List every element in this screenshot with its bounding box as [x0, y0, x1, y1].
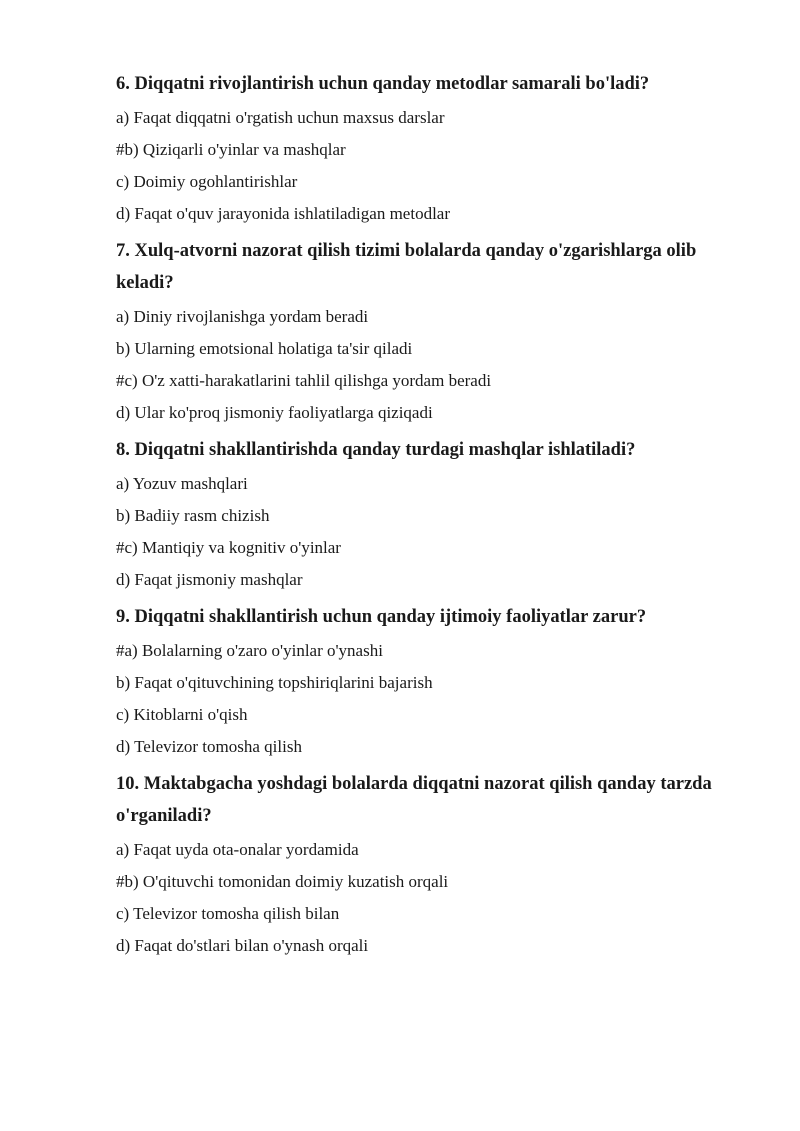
option-b: b) Ularning emotsional holatiga ta'sir qiladi	[116, 339, 413, 358]
option-b: #b) Qiziqarli o'yinlar va mashqlar	[116, 140, 346, 159]
option-c: c) Doimiy ogohlantirishlar	[116, 172, 298, 191]
option-a: a) Faqat uyda ota-onalar yordamida	[116, 840, 359, 859]
question-8	[116, 434, 736, 591]
option-d: d) Faqat jismoniy mashqlar	[116, 570, 303, 589]
question-10	[116, 768, 736, 957]
option-c: c) Televizor tomosha qilish bilan	[116, 904, 340, 923]
option-d: d) Faqat do'stlari bilan o'ynash orqali	[116, 936, 369, 955]
option-d: d) Ular ko'proq jismoniy faoliyatlarga qiziqadi	[116, 403, 433, 422]
option-a: a) Faqat diqqatni o'rgatish uchun maxsus darslar	[116, 108, 445, 127]
option-c: #c) Mantiqiy va kognitiv o'yinlar	[116, 538, 341, 557]
option-d: d) Faqat o'quv jarayonida ishlatiladigan metodlar	[116, 204, 450, 223]
option-b: b) Badiiy rasm chizish	[116, 506, 270, 525]
option-c: #c) O'z xatti-harakatlarini tahlil qilishga yordam beradi	[116, 371, 492, 390]
question-7	[116, 235, 736, 424]
question-9	[116, 601, 736, 758]
option-b: b) Faqat o'qituvchining topshiriqlarini bajarish	[116, 673, 433, 692]
question-title: 7. Xulq-atvorni nazorat qilish tizimi bolalarda qanday o'zgarishlarga olib keladi?	[116, 241, 697, 293]
option-c: c) Kitoblarni o'qish	[116, 705, 248, 724]
question-title: 10. Maktabgacha yoshdagi bolalarda diqqatni nazorat qilish qanday tarzda o'rganiladi?	[116, 774, 712, 826]
document-page	[116, 68, 736, 967]
question-title: 9. Diqqatni shakllantirish uchun qanday ijtimoiy faoliyatlar zarur?	[116, 607, 647, 627]
option-a: #a) Bolalarning o'zaro o'yinlar o'ynashi	[116, 641, 383, 660]
option-a: a) Yozuv mashqlari	[116, 474, 248, 493]
option-a: a) Diniy rivojlanishga yordam beradi	[116, 307, 369, 326]
question-6	[116, 68, 736, 225]
option-d: d) Televizor tomosha qilish	[116, 737, 302, 756]
question-title: 8. Diqqatni shakllantirishda qanday turdagi mashqlar ishlatiladi?	[116, 440, 636, 460]
question-title: 6. Diqqatni rivojlantirish uchun qanday metodlar samarali bo'ladi?	[116, 74, 650, 94]
option-b: #b) O'qituvchi tomonidan doimiy kuzatish orqali	[116, 872, 449, 891]
